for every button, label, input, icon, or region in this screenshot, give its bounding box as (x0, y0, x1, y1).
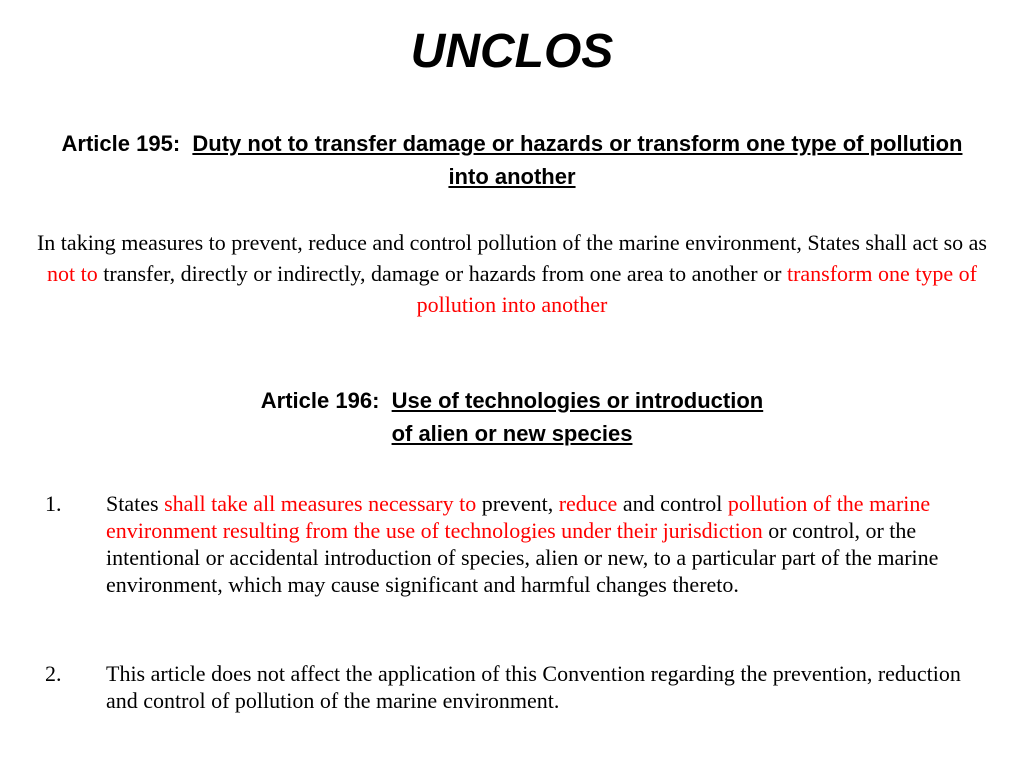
article-195-body (30, 227, 994, 320)
item1-text-2: prevent, (476, 491, 559, 516)
article-195-label: Article 195: (61, 131, 181, 156)
article-195-title: Duty not to transfer damage or hazards or transform one type of pollution into another (192, 131, 963, 189)
article-195-text-1: In taking measures to prevent, reduce and control pollution of the marine environment, States shall act so as (36, 230, 987, 255)
article-195-highlight-1: not to (47, 261, 98, 286)
article-196-label: Article 196: (260, 388, 380, 413)
list-item-number: 1. (45, 491, 62, 516)
slide-title: UNCLOS (410, 25, 614, 78)
item1-highlight-3: pollution of the marine environment resulting from the use of technologies under their jurisdiction (106, 491, 931, 543)
item1-text-4: or control, or the intentional or accidental introduction of species, alien or new, to a particular part of the marine environment, which may cause significant and harmful changes thereto. (106, 518, 939, 597)
article-195-text-2: transfer, directly or indirectly, damage or hazards from one area to another or (97, 261, 787, 286)
article-196-title-line2: of alien or new species (391, 421, 633, 446)
item1-highlight-2: reduce (558, 491, 618, 516)
article-196-heading (40, 384, 984, 450)
list-item (45, 660, 985, 714)
item1-text-1: States (106, 491, 165, 516)
article-195-highlight-2: transform one type of pollution into another (416, 261, 977, 317)
article-196-title-line1: Use of technologies or introduction (391, 388, 764, 413)
item1-text-3: and control (617, 491, 728, 516)
list-item (45, 490, 985, 598)
list-item-text: This article does not affect the application of this Convention regarding the prevention, reduction and control of pollution of the marine environment. (106, 661, 961, 713)
item1-highlight-1: shall take all measures necessary to (164, 491, 477, 516)
list-item-number: 2. (45, 661, 62, 686)
list-item-text (106, 490, 985, 598)
article-195-heading (40, 127, 984, 193)
